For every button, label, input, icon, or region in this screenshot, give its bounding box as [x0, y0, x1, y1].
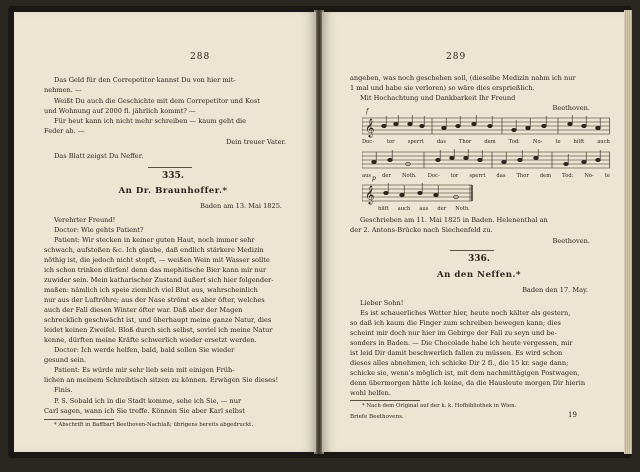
signature-number: 19 — [568, 411, 577, 419]
text-line: Lieber Sohn! — [360, 299, 404, 307]
text-line: wohl helfen. — [350, 389, 392, 397]
text-line: zuwider sein. Mein katharischer Zustand äußert sich hier folgender- — [44, 276, 274, 284]
letter-title: An den Neffen.* — [436, 270, 522, 280]
lyric-syllable: dem — [484, 139, 496, 145]
text-line: Patient: Wir stecken in keiner guten Haut, noch immer sehr — [54, 236, 255, 244]
lyric-syllable: hilft — [573, 139, 585, 145]
left-page — [14, 12, 316, 452]
signature: Beethoven. — [552, 104, 590, 112]
footnote: * Nach dem Original auf der k. k. Hofbibliothek in Wien. — [362, 403, 517, 409]
svg-text:𝄞: 𝄞 — [365, 118, 375, 137]
music-staff-2 — [362, 148, 610, 172]
music-staff-3 — [362, 181, 610, 205]
text-line: Feder ab. — — [44, 127, 85, 135]
text-line: kenne, dürften meine Kräfte schwerlich wieder ersetzt werden. — [44, 336, 257, 344]
text-line: ist leid Dir damit beschwerlich fallen zu müssen. Es wird schon — [350, 349, 563, 357]
text-line: auch der Fall diesen Winter öfter war. Daß aber der Magen — [44, 306, 243, 314]
text-line: angeben, was noch geschehen soll, (dieselbe Medizin nahm ich nur — [350, 74, 576, 82]
lyrics-line-1 — [362, 139, 610, 145]
text-line: leidet keinen Zweifel. Bloß durch sich selbst, soviel ich meine Natur — [44, 326, 273, 334]
dynamic-marking: f — [366, 108, 369, 115]
text-line: Es ist schauerliches Wetter hier, heute noch kälter als gestern, — [360, 309, 571, 317]
text-line: Geschrieben am 11. Mai 1825 in Baden. Helenenthal an — [360, 216, 548, 224]
footnote: * Abschrift in Baffbart Beethoven-Nachlaß; übrigens bereits abgedruckt. — [54, 422, 254, 428]
lyric-syllable: aus — [362, 173, 372, 179]
text-line: schwach, aufstoßen &c. Ich glaube, daß endlich stärkere Medizin — [44, 246, 264, 254]
lyric-syllable: auch — [597, 139, 610, 145]
text-line: Carl sagen, wann ich Sie treffe. Können Sie aber Karl selbst — [44, 407, 245, 415]
lyric-syllable: der — [437, 206, 447, 212]
lyric-syllable: der — [382, 173, 391, 179]
closing: Dein treuer Vater. — [226, 138, 286, 146]
lyric-syllable: Thor — [516, 173, 529, 179]
lyrics-line-3 — [362, 206, 470, 212]
text-line: nehmen. — — [44, 86, 82, 94]
letter-number: 335. — [162, 171, 184, 181]
text-line: P. S. Sobald ich in die Stadt komme, sehe ich Sie, — nur — [54, 397, 242, 405]
text-line: dieses alles abnehmen, ich schicke Dir 2 fl., die 15 kr. sage dann; — [350, 359, 569, 367]
signature-mark: Briefe Beethovens. — [350, 414, 404, 420]
lyric-syllable: tor — [450, 173, 459, 179]
text-line: scheint mir doch nur hier im Gebirge der Fall zu seyn und be- — [350, 329, 557, 337]
lyric-syllable: das — [436, 139, 446, 145]
text-line: sonders in Baden. — Die Chocolade habe ich heute vergessen, mir — [350, 339, 573, 347]
text-line: Finis. — [54, 386, 73, 394]
dateline: Baden den 17. May. — [522, 286, 588, 294]
text-line: denn übermorgen hätte ich keine, da die Hausleute morgen Dir hierin — [350, 379, 586, 387]
lyric-syllable: te — [555, 139, 561, 145]
lyric-syllable: tor — [386, 139, 395, 145]
text-line: Patient: Es würde mir sehr lieb sein mit einigen Früh- — [54, 366, 235, 374]
lyric-syllable: dem — [539, 173, 552, 179]
lyric-syllable: Noth. — [455, 206, 470, 212]
text-line: schrecklich geschwächt ist, und überhaupt meine ganze Natur, dies — [44, 316, 272, 324]
lyric-syllable: No- — [532, 139, 543, 145]
text-line: der 2. Antons-Brücke nach Siechenfeld zu. — [350, 226, 493, 234]
lyric-syllable: Tod: — [562, 173, 574, 179]
letter-number: 336. — [468, 254, 490, 264]
text-line: Doctor: Ich werde helfen, bald, bald sollen Sie wieder — [54, 346, 235, 354]
text-line: nöthig ist, die jedoch nicht stopft, — weißen Wein mit Wasser sollte — [44, 256, 270, 264]
music-staff-1 — [362, 114, 610, 138]
divider — [450, 250, 494, 251]
lyric-syllable: das — [496, 173, 506, 179]
lyric-syllable: Doc- — [362, 139, 374, 145]
lyric-syllable: aus — [419, 206, 429, 212]
dateline: Baden am 13. Mai 1825. — [200, 202, 282, 210]
letter-title: An Dr. Braunhoffer.* — [118, 186, 228, 196]
postscript: Das Blatt zeigst Du Neffer. — [54, 152, 144, 160]
lyric-syllable: Tod: — [508, 139, 520, 145]
lyric-syllable: te — [604, 173, 610, 179]
text-line: maßen: nämlich ich speie ziemlich viel Blut aus, wahrscheinlich — [44, 286, 258, 294]
lyrics-line-2 — [362, 173, 610, 179]
footnote-rule — [44, 419, 114, 420]
text-line: so daß ich kaum die Finger zum schreiben bewegen kann; dies — [350, 319, 561, 327]
text-line: nur aus der Luftröhre; aus der Nase strömt es aber öfter, welches — [44, 296, 265, 304]
text-line: Doctor: Wie gehts Patient? — [54, 226, 144, 234]
lyric-syllable: sperrt — [407, 139, 424, 145]
divider — [148, 167, 192, 168]
text-line: Für heut kann ich nicht mehr schreiben — kaum geht die — [54, 117, 247, 125]
lyric-syllable: hilft — [378, 206, 389, 212]
page-number-left: 288 — [190, 52, 211, 62]
text-line: Mit Hochachtung und Dankbarkeit Ihr Freund — [360, 94, 516, 102]
signature: Beethoven. — [552, 237, 590, 245]
text-line: Das Geld für den Correpetitor kannst Du von hier mit- — [54, 76, 236, 84]
lyric-syllable: No- — [584, 173, 594, 179]
text-line: lichen an meinem Schreibtisch sitzen zu können. Erwägen Sie dieses! — [44, 376, 279, 384]
footnote-rule — [350, 400, 420, 401]
text-line: Weißt Du auch die Geschichte mit dem Correpetitor und Kost — [54, 97, 260, 105]
lyric-syllable: Thor — [458, 139, 472, 145]
svg-text:𝄞: 𝄞 — [365, 185, 375, 204]
page-edges — [624, 10, 632, 454]
text-line: schicke sie, wenn's möglich ist, mit dem nachmittägigen Postwagen, — [350, 369, 580, 377]
lyric-syllable: sperrt — [469, 173, 486, 179]
lyric-syllable: Noth. — [401, 173, 417, 179]
text-line: gesund sein. — [44, 356, 87, 364]
text-line: Verehrter Freund! — [54, 216, 116, 224]
lyric-syllable: Doc- — [427, 173, 440, 179]
right-page — [322, 12, 624, 452]
text-line: 1 mal und habe sie verloren) so wäre dies ersprießlich. — [350, 84, 535, 92]
page-number-right: 289 — [446, 52, 467, 62]
text-line: und Wohnung auf 2000 fl. jährlich kommt? — — [44, 107, 196, 115]
text-line: ich schon trinken dürfen! denn das mephitische Bier kann mir nur — [44, 266, 267, 274]
lyric-syllable: auch — [397, 206, 411, 212]
open-book — [8, 6, 632, 458]
dynamic-marking: p — [372, 175, 376, 182]
